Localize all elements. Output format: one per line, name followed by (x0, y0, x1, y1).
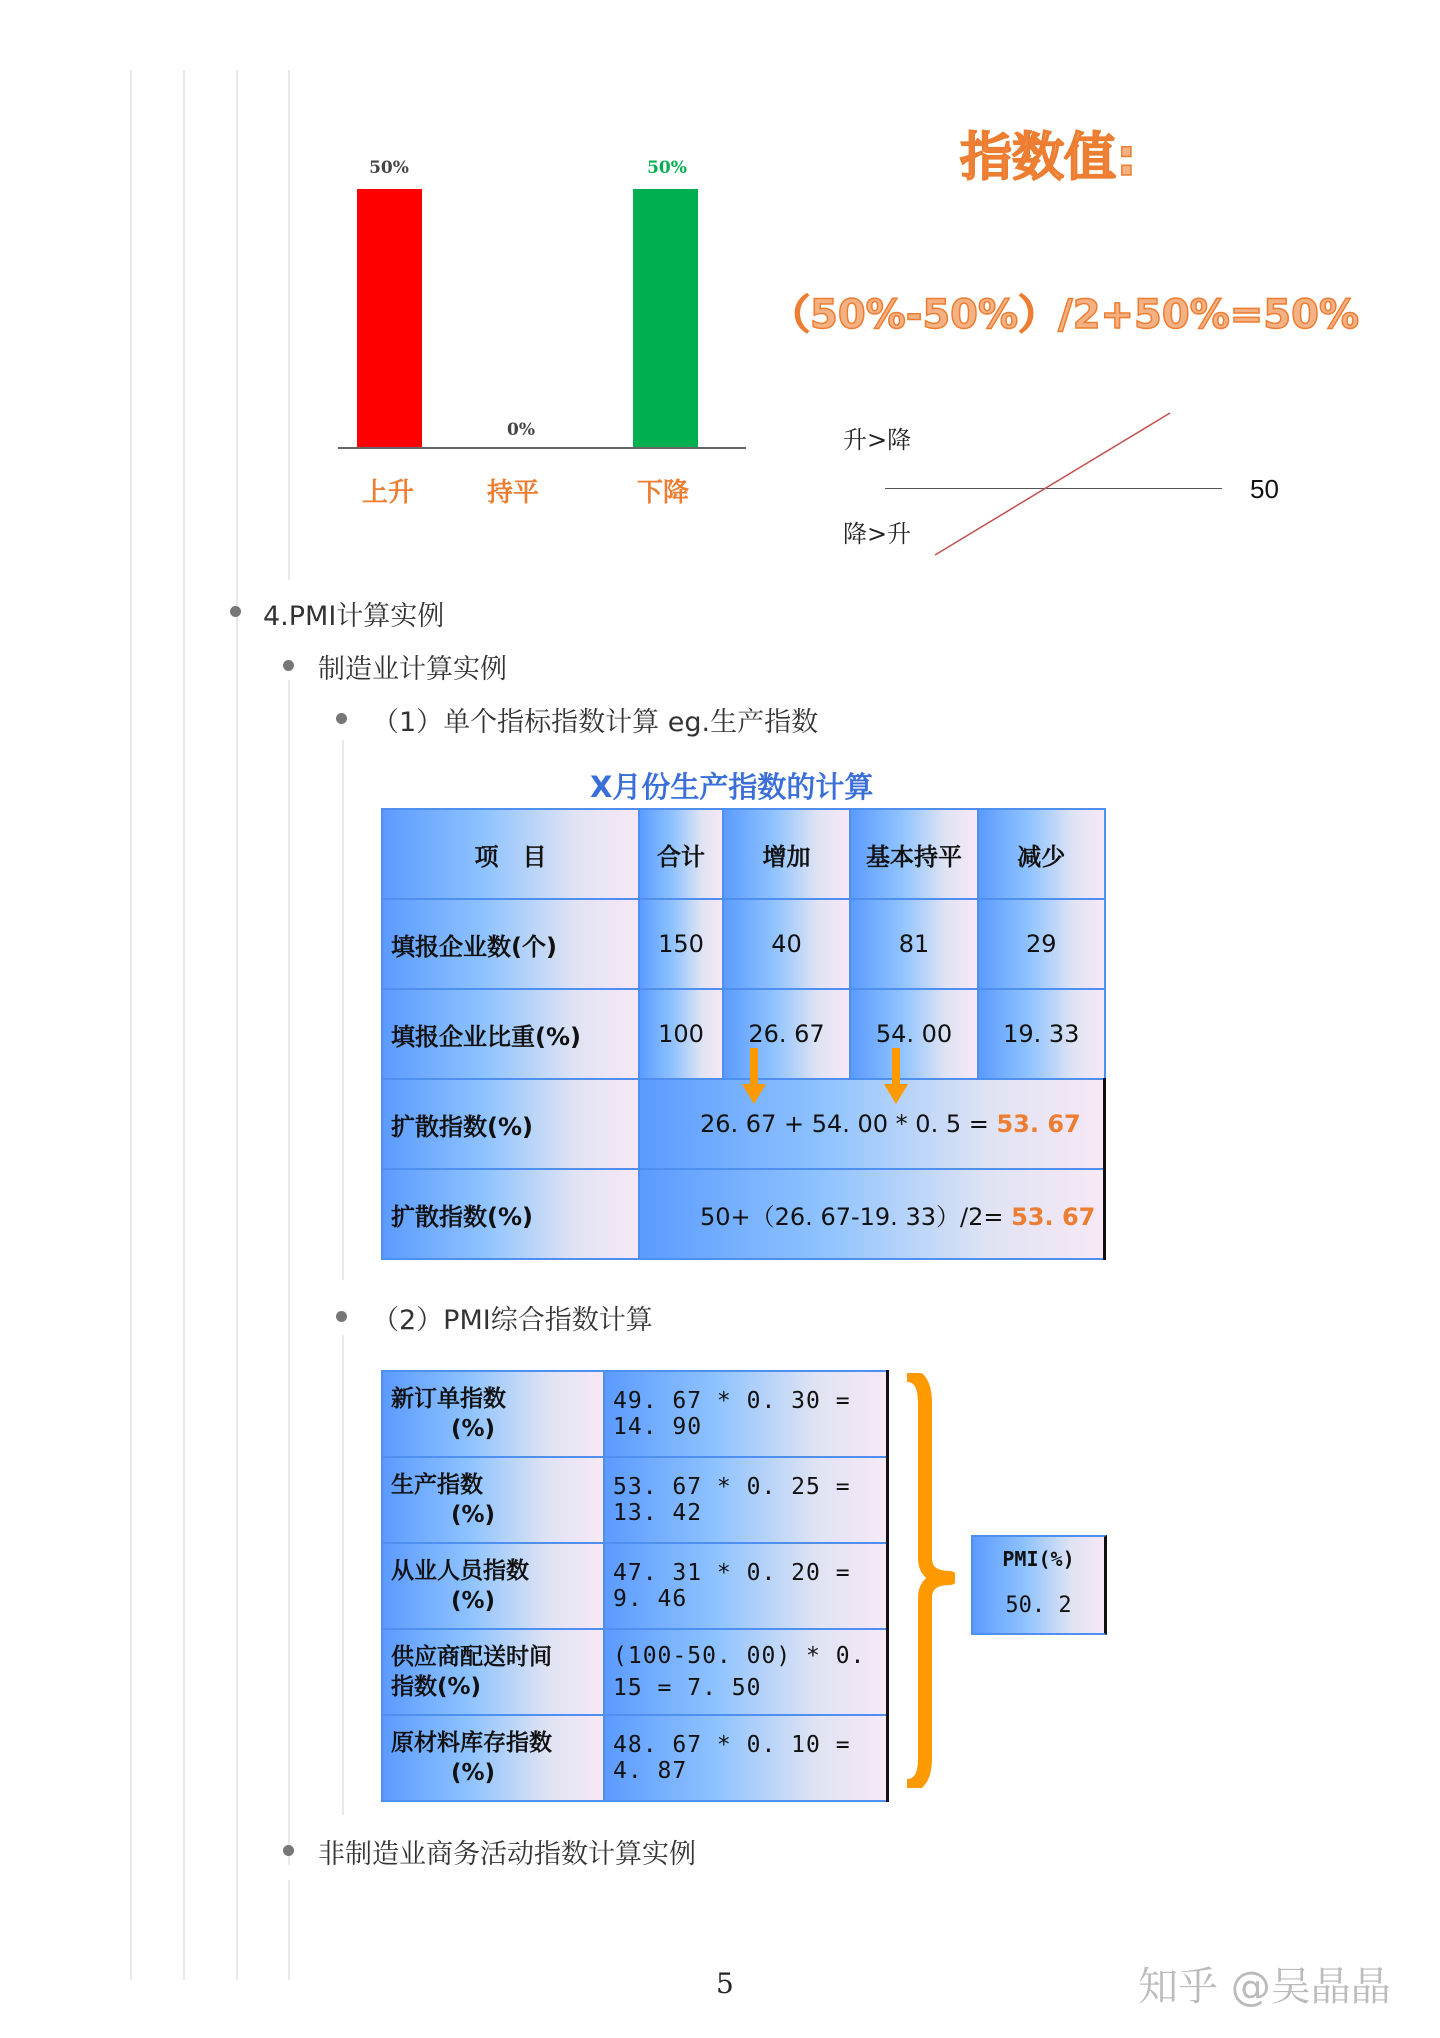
cell: 26. 67 (723, 989, 850, 1079)
label-line2: (%) (451, 1760, 496, 1786)
header-flat: 基本持平 (850, 809, 978, 899)
bullet (230, 606, 241, 617)
header-increase: 增加 (723, 809, 850, 899)
table-row (382, 1629, 888, 1715)
down-arrow-icon (742, 1048, 766, 1104)
baseline-value: 50 (1250, 474, 1279, 504)
label-line1: 从业人员指数 (391, 1558, 529, 1584)
index-value-title: 指数值: (960, 128, 1137, 188)
outline-guide-line (288, 680, 290, 1865)
index-value-formula: （50%-50%）/2+50%=50% (770, 292, 1360, 338)
header-decrease: 减少 (978, 809, 1105, 899)
cell: 19. 33 (978, 989, 1105, 1079)
formula-text: 50+（26. 67-19. 33）/2= (700, 1202, 1012, 1231)
cell: 150 (639, 899, 723, 989)
row-label (382, 1543, 604, 1629)
table1-title: X月份生产指数的计算 (590, 770, 874, 804)
table-row (382, 1543, 888, 1629)
header-total: 合计 (639, 809, 723, 899)
label-line1: 新订单指数 (391, 1386, 506, 1412)
production-index-table (381, 808, 1106, 1260)
diagonal-trend-line (930, 410, 1175, 560)
table-row (382, 1371, 888, 1457)
row-label (382, 1457, 604, 1543)
calc-cell: 53. 67 * 0. 25 = 13. 42 (604, 1457, 888, 1543)
table-row (382, 1169, 1105, 1259)
cell: 100 (639, 989, 723, 1079)
bar-fall (633, 189, 698, 448)
cell: 40 (723, 899, 850, 989)
outline-guide-line (288, 1880, 290, 1980)
outline-item-non-manufacturing: 非制造业商务活动指数计算实例 (318, 1839, 696, 1870)
label-line2: (%) (451, 1502, 496, 1528)
formula-text: 26. 67 + 54. 00 * 0. 5 = (700, 1110, 997, 1138)
table-row (382, 899, 1105, 989)
label-line2: (%) (451, 1588, 496, 1614)
bullet (283, 660, 294, 671)
outline-item-manufacturing: 制造业计算实例 (318, 654, 507, 685)
lower-label: 降>升 (843, 520, 912, 548)
watermark: 知乎 @吴晶晶 (1138, 1964, 1391, 2010)
category-label-fall: 下降 (636, 478, 689, 508)
label-line1: 生产指数 (391, 1472, 483, 1498)
calc-cell: 48. 67 * 0. 10 = 4. 87 (604, 1715, 888, 1801)
row-label (382, 1629, 604, 1715)
right-brace-icon (905, 1373, 955, 1788)
table-row (382, 1715, 888, 1801)
outline-guide-line (236, 70, 238, 1980)
row-label: 填报企业比重(%) (382, 989, 639, 1079)
bullet (336, 713, 347, 724)
chart-axis-line (338, 447, 746, 449)
category-label-flat: 持平 (486, 478, 539, 508)
row-label: 扩散指数(%) (382, 1079, 639, 1169)
bullet (336, 1311, 347, 1322)
diffusion-formula-cell (639, 1079, 1105, 1169)
label-line2: (%) (451, 1416, 496, 1442)
calc-cell: (100-50. 00) * 0. 15 = 7. 50 (604, 1629, 888, 1715)
bar-rise (357, 189, 422, 448)
outline-item-pmi-composite: （2）PMI综合指数计算 (372, 1305, 653, 1336)
diffusion-formula-cell (639, 1169, 1105, 1259)
pmi-result-box (971, 1535, 1107, 1635)
table-header-row (382, 809, 1105, 899)
label-line1: 供应商配送时间 (391, 1644, 552, 1670)
down-arrow-icon (884, 1048, 908, 1104)
header-item: 项 目 (382, 809, 639, 899)
cell: 54. 00 (850, 989, 978, 1079)
row-label: 填报企业数(个) (382, 899, 639, 989)
row-label (382, 1715, 604, 1801)
outline-guide-line (183, 70, 185, 1980)
category-label-rise: 上升 (361, 478, 414, 508)
outline-guide-line (130, 70, 132, 1980)
pmi-composite-table (381, 1370, 889, 1802)
calc-cell: 49. 67 * 0. 30 = 14. 90 (604, 1371, 888, 1457)
outline-item-single-index: （1）单个指标指数计算 eg.生产指数 (372, 707, 819, 738)
outline-item-pmi-examples: 4.PMI计算实例 (263, 601, 445, 632)
bar-value-label-rise: 50% (369, 158, 409, 178)
bar-value-label-fall: 50% (647, 158, 687, 178)
bullet (283, 1845, 294, 1856)
outline-guide-line (342, 1335, 344, 1815)
row-label (382, 1371, 604, 1457)
row-label: 扩散指数(%) (382, 1169, 639, 1259)
table-row (382, 1457, 888, 1543)
formula-result: 53. 67 (1011, 1202, 1096, 1231)
calc-cell: 47. 31 * 0. 20 = 9. 46 (604, 1543, 888, 1629)
label-line1: 原材料库存指数 (391, 1730, 552, 1756)
pmi-label: PMI(%) (1002, 1547, 1075, 1571)
label-line2: 指数(%) (391, 1674, 482, 1700)
bar-value-label-flat: 0% (507, 420, 535, 440)
pmi-value: 50. 2 (1005, 1593, 1072, 1618)
outline-guide-line (342, 740, 344, 1280)
page-number: 5 (716, 1967, 734, 2000)
formula-result: 53. 67 (996, 1110, 1081, 1138)
outline-guide-line (288, 70, 290, 580)
cell: 29 (978, 899, 1105, 989)
upper-label: 升>降 (843, 426, 912, 454)
cell: 81 (850, 899, 978, 989)
